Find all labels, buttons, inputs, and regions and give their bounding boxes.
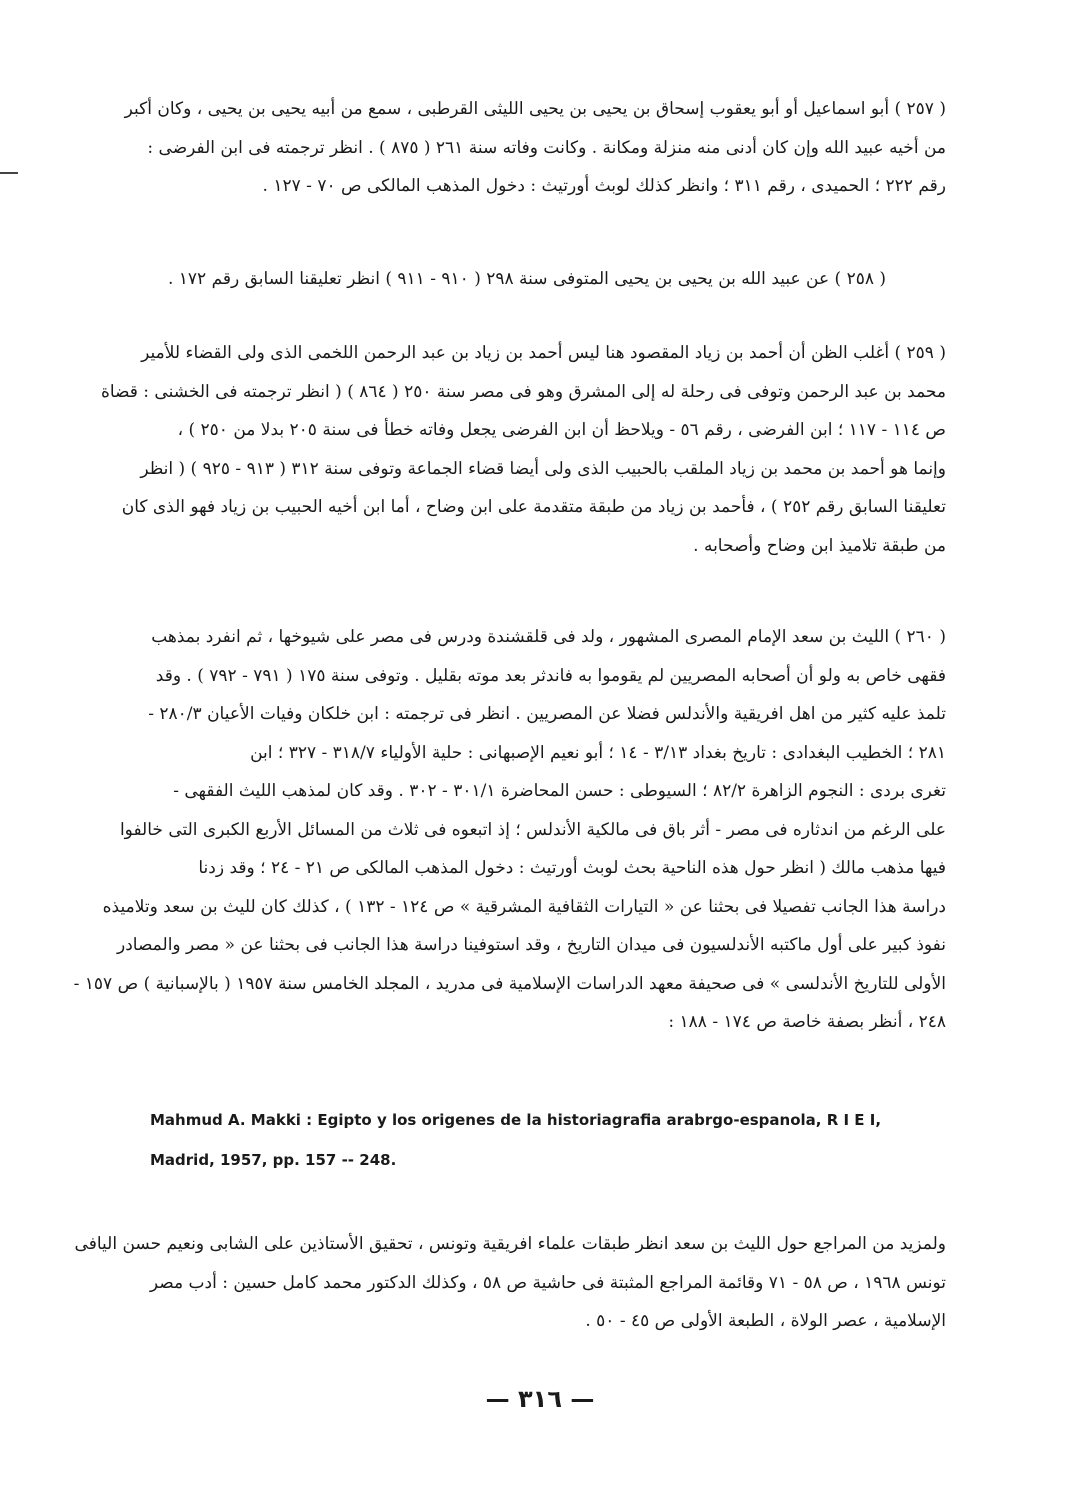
text-line: ص ١١٤ - ١١٧ ؛ ابن الفرضى ، رقم ٥٦ - ويلاحظ أن ابن الفرضى يجعل وفاته خطأ فى سنة ٢٠٥ بدلا من ٢٥٠ ) ، (177, 420, 946, 440)
text-line: الأولى للتاريخ الأندلسى » فى صحيفة معهد الدراسات الإسلامية فى مدريد ، المجلد الخامس سنة ١٩٥٧ ( بالإسبانية ) ص ١٥٧ - (73, 973, 946, 994)
text-line: تعليقنا السابق رقم ٢٥٢ ) ، فأحمد بن زياد من طبقة متقدمة على ابن وضاح ، أما ابن أخيه الحبيب بن زياد فهو الذى كان (121, 497, 946, 517)
reference-line: Mahmud A. Makki : Egipto y los origenes de la historiagrafia arabrgo-espanola, R I E I, (150, 1111, 882, 1129)
text-line: ( ٢٥٧ ) أبو اسماعيل أو أبو يعقوب إسحاق بن يحيى بن يحيى الليثى القرطبى ، سمع من أبيه يحيى بن يحيى ، وكان أكبر (124, 99, 946, 119)
text-line: ( ٢٦٠ ) الليث بن سعد الإمام المصرى المشهور ، ولد فى قلقشندة ودرس فى مصر على شيوخها ، ثم انفرد بمذهب (151, 627, 946, 647)
text-line: من طبقة تلاميذ ابن وضاح وأصحابه . (693, 535, 946, 556)
text-line: فقهى خاص به ولو أن أصحابه المصريين لم يقوموا به فاندثر بعد موته بقليل . وتوفى سنة ١٧٥ ( ٧٩١ - ٧٩٢ ) . وقد (155, 665, 946, 686)
text-line: تلمذ عليه كثير من اهل افريقية والأندلس فضلا عن المصريين . انظر فى ترجمته : ابن خلكان وفيات الأعيان ٢٨٠/٣ - (148, 704, 946, 724)
latin-reference (150, 1100, 970, 1180)
text-line: تغرى بردى : النجوم الزاهرة ٨٢/٢ ؛ السيوطى : حسن المحاضرة ٣٠١/١ - ٣٠٢ . وقد كان لمذهب الليث الفقهى - (173, 781, 946, 801)
footnote-258 (108, 260, 946, 299)
reference-line: Madrid, 1957, pp. 157 -- 248. (150, 1151, 397, 1169)
footnote-260 (73, 618, 946, 1042)
text-line: ولمزيد من المراجع حول الليث بن سعد انظر طبقات علماء افريقية وتونس ، تحقيق الأستاذين على الشابى ونعيم حسن اليافى (74, 1234, 946, 1254)
text-line: تونس ١٩٦٨ ، ص ٥٨ - ٧١ وقائمة المراجع المثبتة فى حاشية ص ٥٨ ، وكذلك الدكتور محمد كامل حسين : أدب مصر (149, 1272, 946, 1293)
page-number: — ٣١٦ — (485, 1385, 595, 1413)
text-line: رقم ٢٢٢ ؛ الحميدى ، رقم ٣١١ ؛ وانظر كذلك لوبث أورتيث : دخول المذهب المالكى ص ٧٠ - ١٢٧ . (262, 176, 946, 196)
text-line: وإنما هو أحمد بن محمد بن زياد الملقب بالحبيب الذى ولى أيضا قضاء الجماعة وتوفى سنة ٣١٢ ( ٩١٣ - ٩٢٥ ) ( انظر (140, 458, 946, 479)
closing-note (74, 1225, 946, 1341)
text-line: على الرغم من اندثاره فى مصر - أثر باق فى مالكية الأندلس ؛ إذ اتبعوه فى ثلاث من المسائل الأربع الكبرى التى خالفوا (119, 819, 946, 840)
text-line: الإسلامية ، عصر الولاة ، الطبعة الأولى ص ٤٥ - ٥٠ . (585, 1311, 946, 1331)
text-line: دراسة هذا الجانب تفصيلا فى بحثنا عن « التيارات الثقافية المشرقية » ص ١٢٤ - ١٣٢ ) ، كذلك كان لليث بن سعد وتلاميذه (102, 896, 946, 917)
text-line: نفوذ كبير على أول ماكتبه الأندلسيون فى ميدان التاريخ ، وقد استوفينا دراسة هذا الجانب فى بحثنا عن « مصر والمصادر (116, 935, 946, 955)
text-line: ٢٤٨ ، أنظر بصفة خاصة ص ١٧٤ - ١٨٨ : (668, 1012, 946, 1032)
text-line: ( ٢٥٩ ) أغلب الظن أن أحمد بن زياد المقصود هنا ليس أحمد بن زياد بن عبد الرحمن اللخمى الذى ولى القضاء للأمير (141, 343, 946, 363)
text-line: محمد بن عبد الرحمن وتوفى فى رحلة له إلى المشرق وهو فى مصر سنة ٢٥٠ ( ٨٦٤ ) ( انظر ترجمته فى الخشنى : قضاة (100, 381, 946, 402)
text-line: ٢٨١ ؛ الخطيب البغدادى : تاريخ بغداد ٣/١٣ - ١٤ ؛ أبو نعيم الإصبهانى : حلية الأولياء ٣١٨/٧ - ٣٢٧ ؛ ابن (250, 742, 946, 763)
text-line: من أخيه عبيد الله وإن كان أدنى منه منزلة ومكانة . وكانت وفاته سنة ٢٦١ ( ٨٧٥ ) . انظر ترجمته فى ابن الفرضى : (147, 137, 946, 158)
footnote-257 (108, 90, 946, 206)
text-line: ( ٢٥٨ ) عن عبيد الله بن يحيى بن يحيى المتوفى سنة ٢٩٨ ( ٩١٠ - ٩١١ ) انظر تعليقنا السابق رقم ١٧٢ . (167, 269, 887, 289)
text-line: فيها مذهب مالك ( انظر حول هذه الناحية بحث لوبث أورتيث : دخول المذهب المالكى ص ٢١ - ٢٤ ؛ وقد زدنا (198, 858, 946, 878)
footnote-259 (100, 334, 946, 565)
scan-margin-mark (0, 172, 18, 174)
